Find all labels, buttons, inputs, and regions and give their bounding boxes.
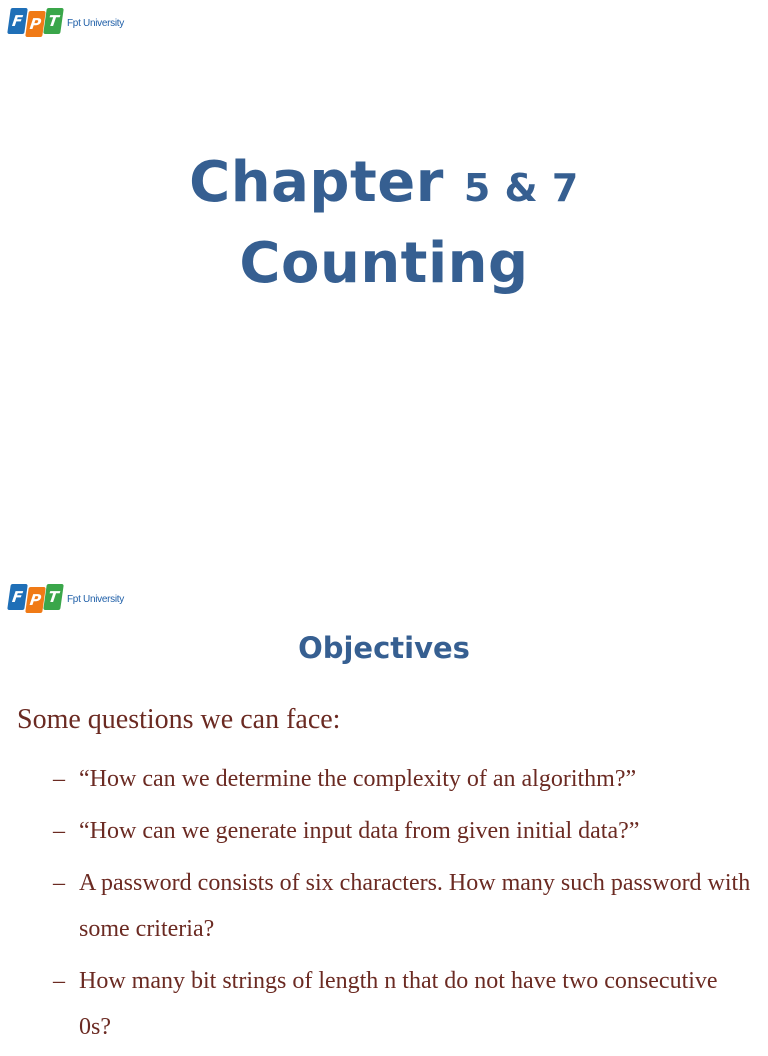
bullet-text: “How can we determine the complexity of an algorithm?”	[79, 766, 637, 792]
fpt-logo-tiles-2	[9, 581, 63, 613]
list-item	[0, 860, 768, 952]
bullet-dash: –	[53, 766, 65, 792]
bullet-dash: –	[53, 818, 65, 844]
logo-tile-t: T	[43, 8, 64, 34]
logo-tile-t: T	[43, 584, 64, 610]
logo-tile-f: F	[7, 8, 28, 34]
chapter-numbers: 5 & 7	[463, 166, 579, 210]
logo-text: Fpt University	[67, 593, 124, 605]
list-item	[0, 756, 768, 802]
slide-title	[0, 145, 768, 302]
chapter-word: Chapter	[189, 150, 444, 215]
bullet-dash: –	[53, 968, 65, 994]
fpt-university-logo	[9, 5, 124, 37]
logo-tile-p: P	[25, 11, 46, 37]
fpt-logo-tiles	[9, 5, 63, 37]
bullet-text: A password consists of six characters. How many such password with some criteria?	[79, 870, 751, 942]
logo-text: Fpt University	[67, 17, 124, 29]
title-line-chapter	[0, 145, 768, 226]
objectives-list	[0, 756, 768, 1056]
fpt-university-logo-2	[9, 581, 124, 613]
list-item	[0, 808, 768, 854]
title-subtitle: Counting	[239, 231, 529, 296]
bullet-dash: –	[53, 870, 65, 896]
list-item	[0, 958, 768, 1050]
logo-tile-f: F	[7, 584, 28, 610]
intro-text: Some questions we can face:	[17, 704, 341, 735]
objectives-heading: Objectives	[298, 631, 470, 665]
bullet-text: “How can we generate input data from given initial data?”	[79, 818, 640, 844]
objectives-slide	[0, 576, 768, 1040]
bullet-text: How many bit strings of length n that do not have two consecutive 0s?	[79, 968, 718, 1040]
logo-tile-p: P	[25, 587, 46, 613]
